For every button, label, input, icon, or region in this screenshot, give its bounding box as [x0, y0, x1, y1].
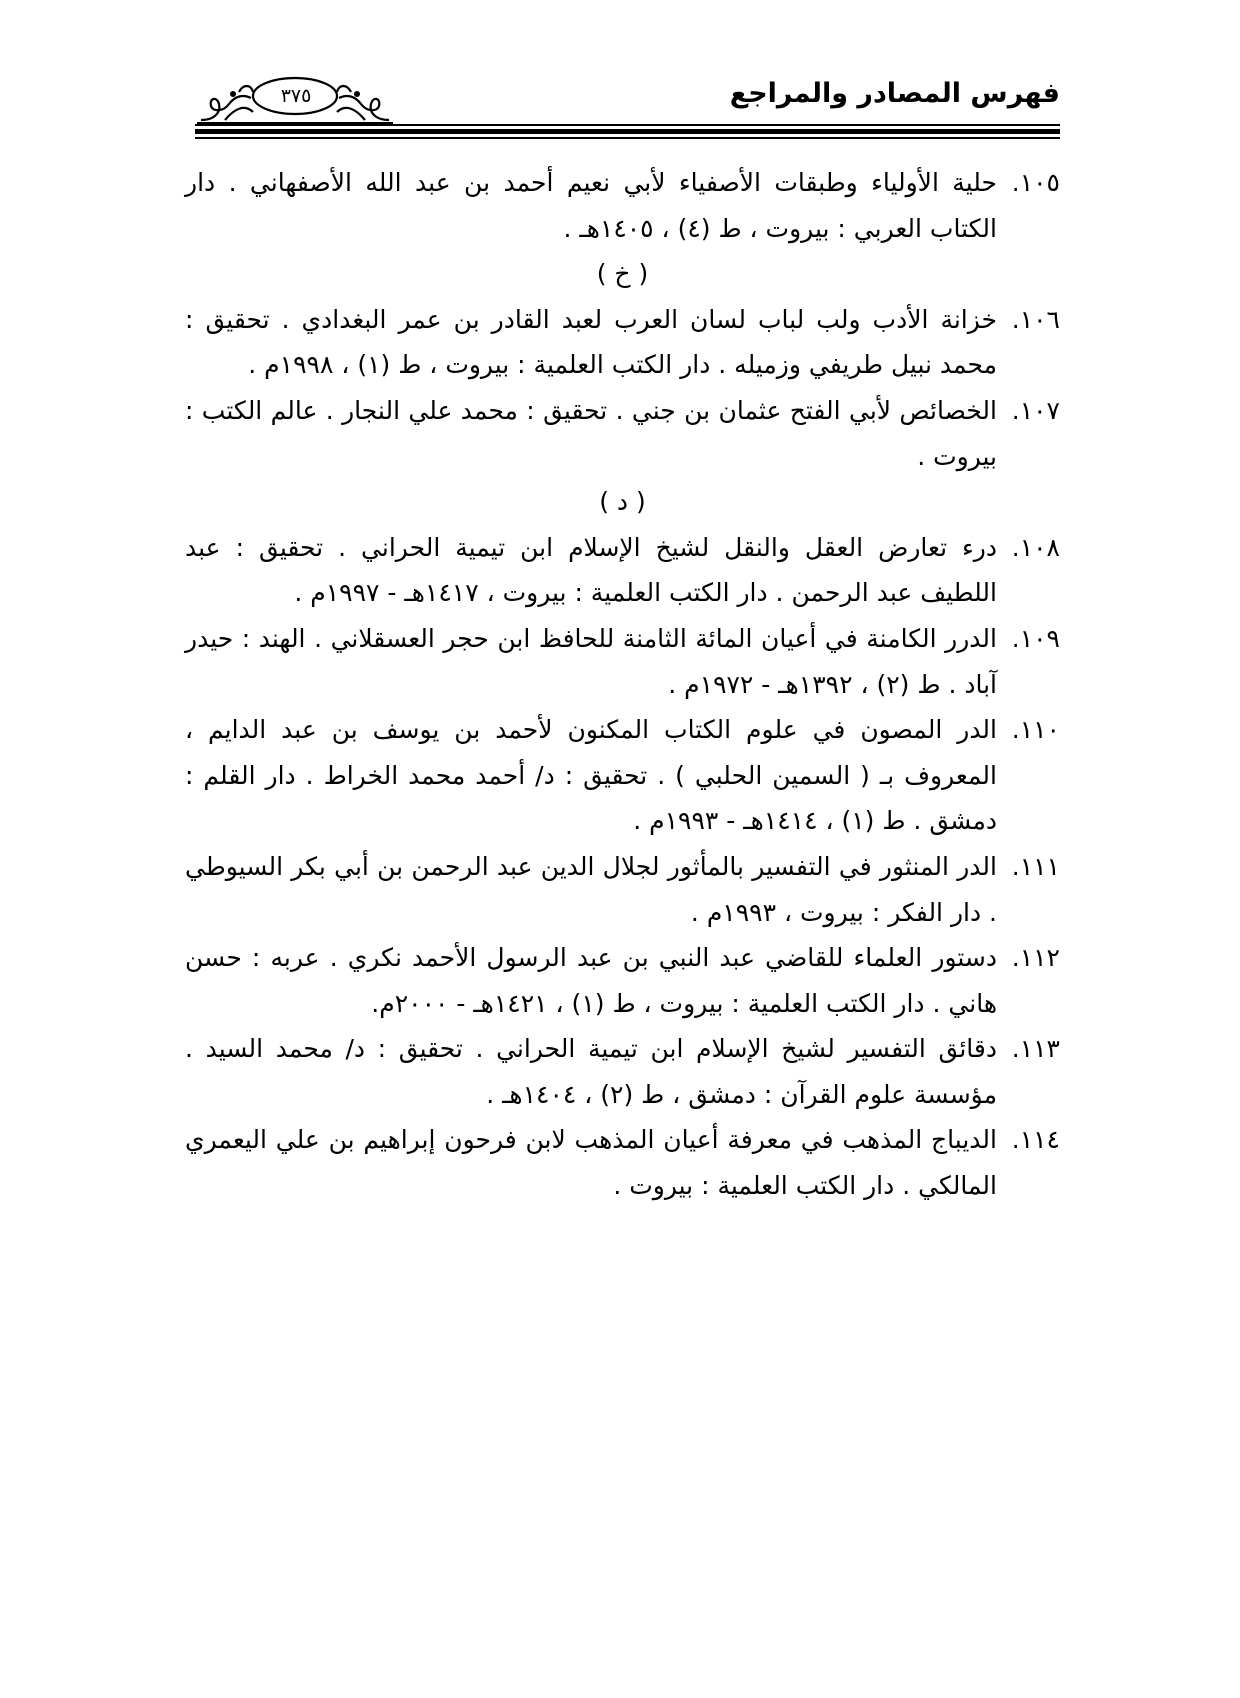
bibliography-entry: [185, 1117, 1060, 1208]
entry-number: ١١٢.: [1011, 943, 1060, 973]
bibliography-entry: [185, 388, 1060, 479]
entry-number: ١١٤.: [1011, 1125, 1060, 1155]
entry-number: ١٠٧.: [1011, 395, 1060, 425]
entry-text: الخصائص لأبي الفتح عثمان بن جني . تحقيق : محمد علي النجار . عالم الكتب : بيروت .: [185, 395, 997, 471]
running-title: فهرس المصادر والمراجع: [729, 78, 1060, 109]
entry-number: ١٠٨.: [1011, 532, 1060, 562]
bibliography-entry: [185, 707, 1060, 844]
entry-text: الدرر الكامنة في أعيان المائة الثامنة للحافظ ابن حجر العسقلاني . الهند : حيدر آباد . ط (٢) ، ١٣٩٢هـ - ١٩٧٢م .: [185, 623, 997, 699]
header-rule-thick: [195, 129, 1060, 134]
bibliography-entry: [185, 616, 1060, 707]
header-rule-top: [195, 124, 1060, 126]
entry-text: دستور العلماء للقاضي عبد النبي بن عبد الرسول الأحمد نكري . عربه : حسن هاني . دار الكتب العلمية : بيروت ، ط (١) ، ١٤٢١هـ - ٢٠٠٠م.: [185, 943, 997, 1018]
entry-text: دقائق التفسير لشيخ الإسلام ابن تيمية الحراني . تحقيق : د/ محمد السيد . مؤسسة علوم القرآن : دمشق ، ط (٢) ، ١٤٠٤هـ .: [185, 1034, 997, 1109]
entry-number: ١٠٦.: [1011, 304, 1060, 334]
page-number: ٣٧٥: [280, 85, 312, 107]
bibliography-list: [185, 160, 1060, 1209]
entry-number: ١١١.: [1011, 851, 1060, 881]
entry-number: ١١٣.: [1011, 1034, 1060, 1064]
entry-text: الدر المصون في علوم الكتاب المكنون لأحمد بن يوسف بن عبد الدايم ، المعروف بـ ( السمين الحلبي ) . تحقيق : د/ أحمد محمد الخراط . دار القلم : دمشق . ط (١) ، ١٤١٤هـ - ١٩٩٣م .: [185, 715, 997, 836]
entry-number: ١٠٥.: [1011, 168, 1060, 197]
bibliography-entry: [185, 1026, 1060, 1117]
bibliography-entry: [185, 297, 1060, 388]
header-rule-bottom: [195, 137, 1060, 139]
section-letter-heading: ( د ): [599, 487, 646, 517]
entry-text: درء تعارض العقل والنقل لشيخ الإسلام ابن تيمية الحراني . تحقيق : عبد اللطيف عبد الرحمن . دار الكتب العلمية : بيروت ، ١٤١٧هـ - ١٩٩٧م .: [185, 532, 997, 608]
section-letter-heading: ( خ ): [596, 259, 649, 289]
page-header: [195, 68, 1060, 132]
entry-text: الدر المنثور في التفسير بالمأثور لجلال الدين عبد الرحمن بن أبي بكر السيوطي . دار الفكر : بيروت ، ١٩٩٣م .: [185, 851, 997, 927]
entry-text: حلية الأولياء وطبقات الأصفياء لأبي نعيم أحمد بن عبد الله الأصفهاني . دار الكتاب العربي : بيروت ، ط (٤) ، ١٤٠٥هـ .: [185, 168, 997, 243]
bibliography-entry: [185, 844, 1060, 935]
bibliography-entry: [185, 525, 1060, 616]
entry-number: ١١٠.: [1011, 715, 1060, 745]
entry-text: خزانة الأدب ولب لباب لسان العرب لعبد القادر بن عمر البغدادي . تحقيق : محمد نبيل طريفي وزميله . دار الكتب العلمية : بيروت ، ط (١) ، ١٩٩٨م .: [185, 304, 997, 380]
bibliography-entry: [185, 160, 1060, 251]
bibliography-entry: [185, 935, 1060, 1026]
entry-text: الديباج المذهب في معرفة أعيان المذهب لابن فرحون إبراهيم بن علي اليعمري المالكي . دار الكتب العلمية : بيروت .: [185, 1125, 997, 1201]
entry-number: ١٠٩.: [1011, 623, 1060, 653]
